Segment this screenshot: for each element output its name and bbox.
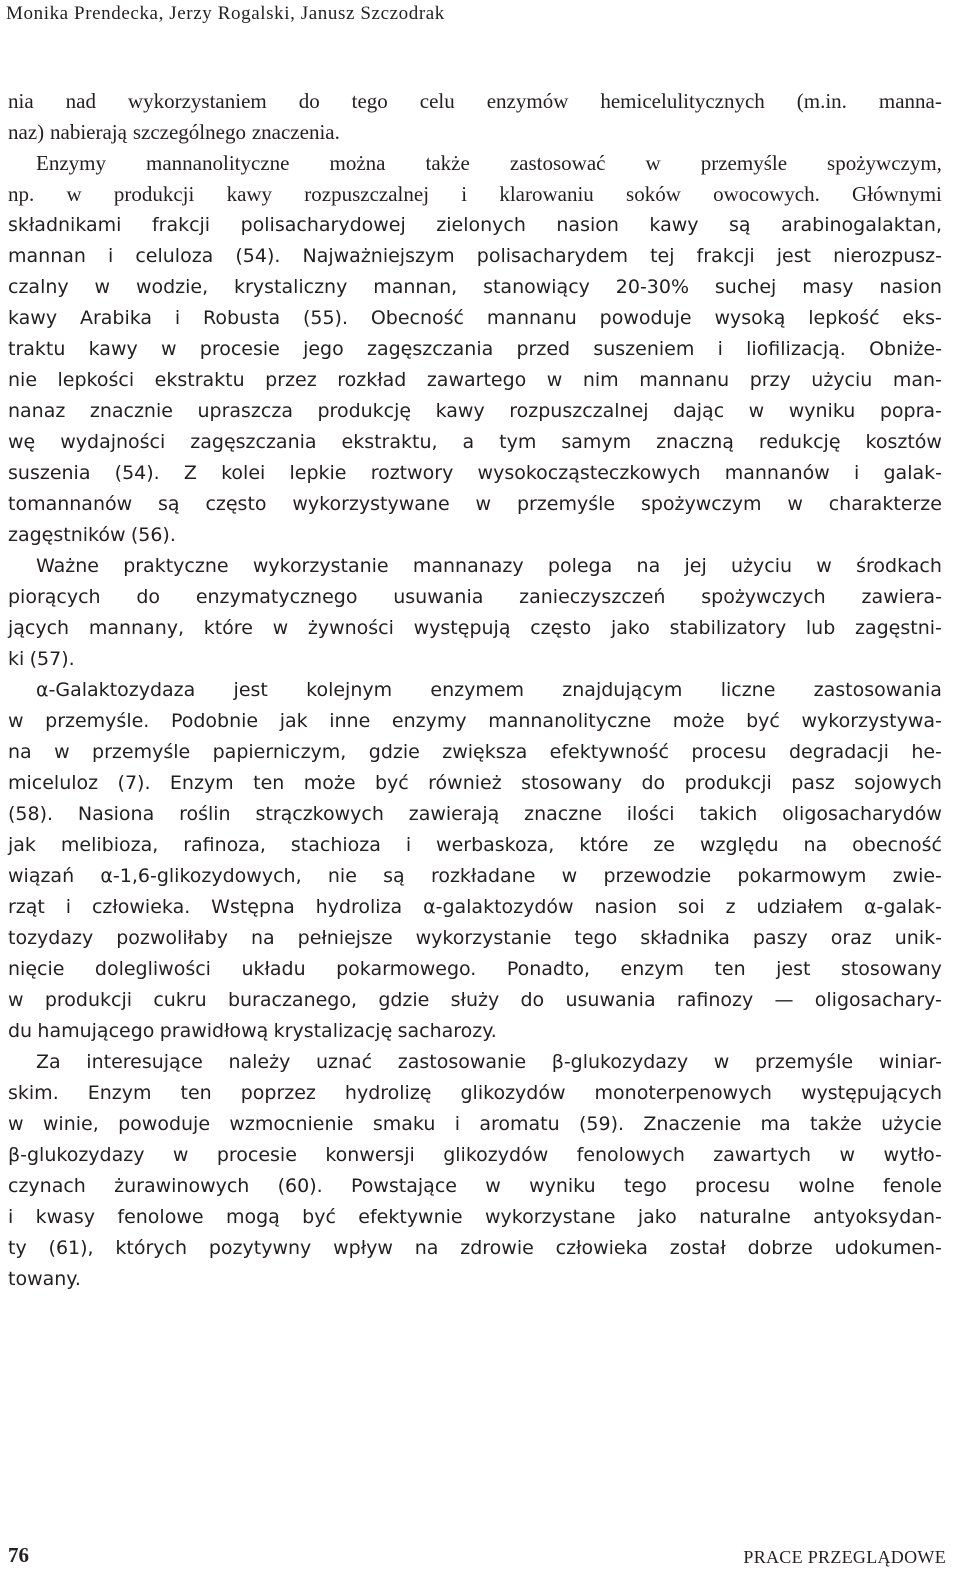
text-line: β-glukozydazy w procesie konwersji glikozydów fenolowych zawartych w wytło- bbox=[8, 1144, 942, 1166]
text-line: tomannanów są często wykorzystywane w przemyśle spożywczym w charakterze bbox=[8, 493, 942, 515]
text-line: w przemyśle. Podobnie jak inne enzymy mannanolityczne może być wykorzystywa- bbox=[8, 710, 942, 732]
text-line: nia nad wykorzystaniem do tego celu enzymów hemicelulitycznych (m.in. manna- bbox=[8, 89, 942, 113]
text-line: Enzymy mannanolityczne można także zastosować w przemyśle spożywczym, bbox=[36, 151, 942, 175]
text-line: Ważne praktyczne wykorzystanie mannanazy polega na jej użyciu w środkach bbox=[36, 555, 942, 577]
text-line: kawy Arabika i Robusta (55). Obecność mannanu powoduje wysoką lepkość eks- bbox=[8, 307, 942, 329]
text-line: naz) nabierają szczególnego znaczenia. bbox=[8, 120, 340, 144]
text-line: nięcie dolegliwości układu pokarmowego. Ponadto, enzym ten jest stosowany bbox=[8, 958, 942, 980]
page-number: 76 bbox=[8, 1543, 29, 1567]
text-line: na w przemyśle papierniczym, gdzie zwiększa efektywność procesu degradacji he- bbox=[8, 741, 942, 763]
text-line: jak melibioza, rafinoza, stachioza i werbaskoza, które ze względu na obecność bbox=[8, 834, 942, 856]
text-line: Za interesujące należy uznać zastosowanie β-glukozydazy w przemyśle winiar- bbox=[36, 1051, 942, 1073]
text-line: skim. Enzym ten poprzez hydrolizę glikozydów monoterpenowych występujących bbox=[8, 1082, 942, 1104]
text-line: ki (57). bbox=[8, 648, 75, 670]
article-body bbox=[8, 86, 942, 1295]
text-line: jących mannany, które w żywności występują często jako stabilizatory lub zagęstni- bbox=[8, 617, 942, 639]
text-line: w winie, powoduje wzmocnienie smaku i aromatu (59). Znaczenie ma także użycie bbox=[8, 1113, 942, 1135]
text-line: czynach żurawinowych (60). Powstające w wyniku tego procesu wolne fenole bbox=[8, 1175, 942, 1197]
text-line: i kwasy fenolowe mogą być efektywnie wykorzystane jako naturalne antyoksydan- bbox=[8, 1206, 942, 1228]
text-line: składnikami frakcji polisacharydowej zielonych nasion kawy są arabinogalaktan, bbox=[8, 214, 942, 236]
text-line: mannan i celuloza (54). Najważniejszym polisacharydem tej frakcji jest nierozpusz- bbox=[8, 245, 942, 267]
text-line: nie lepkości ekstraktu przez rozkład zawartego w nim mannanu przy użyciu man- bbox=[8, 369, 942, 391]
text-line: (58). Nasiona roślin strączkowych zawierają znaczne ilości takich oligosacharydów bbox=[8, 803, 942, 825]
text-line: rząt i człowieka. Wstępna hydroliza α-galaktozydów nasion soi z udziałem α-galak- bbox=[8, 896, 942, 918]
text-line: suszenia (54). Z kolei lepkie roztwory wysokocząsteczkowych mannanów i galak- bbox=[8, 462, 942, 484]
text-line: wę wydajności zagęszczania ekstraktu, a tym samym znaczną redukcję kosztów bbox=[8, 431, 942, 453]
running-head-authors: Monika Prendecka, Jerzy Rogalski, Janusz Szczodrak bbox=[6, 3, 445, 24]
text-line: czalny w wodzie, krystaliczny mannan, stanowiący 20-30% suchej masy nasion bbox=[8, 276, 942, 298]
text-line: miceluloz (7). Enzym ten może być również stosowany do produkcji pasz sojowych bbox=[8, 772, 942, 794]
text-line: traktu kawy w procesie jego zagęszczania przed suszeniem i liofilizacją. Obniże- bbox=[8, 338, 942, 360]
text-line: zagęstników (56). bbox=[8, 524, 176, 546]
text-line: towany. bbox=[8, 1268, 81, 1290]
section-label: PRACE PRZEGLĄDOWE bbox=[743, 1547, 946, 1567]
text-line: tozydazy pozwoliłaby na pełniejsze wykorzystanie tego składnika paszy oraz unik- bbox=[8, 927, 942, 949]
text-line: du hamującego prawidłową krystalizację sacharozy. bbox=[8, 1020, 497, 1042]
text-line: wiązań α-1,6-glikozydowych, nie są rozkładane w przewodzie pokarmowym zwie- bbox=[8, 865, 942, 887]
text-line: α-Galaktozydaza jest kolejnym enzymem znajdującym liczne zastosowania bbox=[36, 679, 942, 701]
text-line: ty (61), których pozytywny wpływ na zdrowie człowieka został dobrze udokumen- bbox=[8, 1237, 942, 1259]
text-line: w produkcji cukru buraczanego, gdzie służy do usuwania rafinozy — oligosachary- bbox=[8, 989, 942, 1011]
text-line: nanaz znacznie upraszcza produkcję kawy rozpuszczalnej dając w wyniku popra- bbox=[8, 400, 942, 422]
text-line: np. w produkcji kawy rozpuszczalnej i klarowaniu soków owocowych. Głównymi bbox=[8, 182, 942, 206]
text-line: piorących do enzymatycznego usuwania zanieczyszczeń spożywczych zawiera- bbox=[8, 586, 942, 608]
